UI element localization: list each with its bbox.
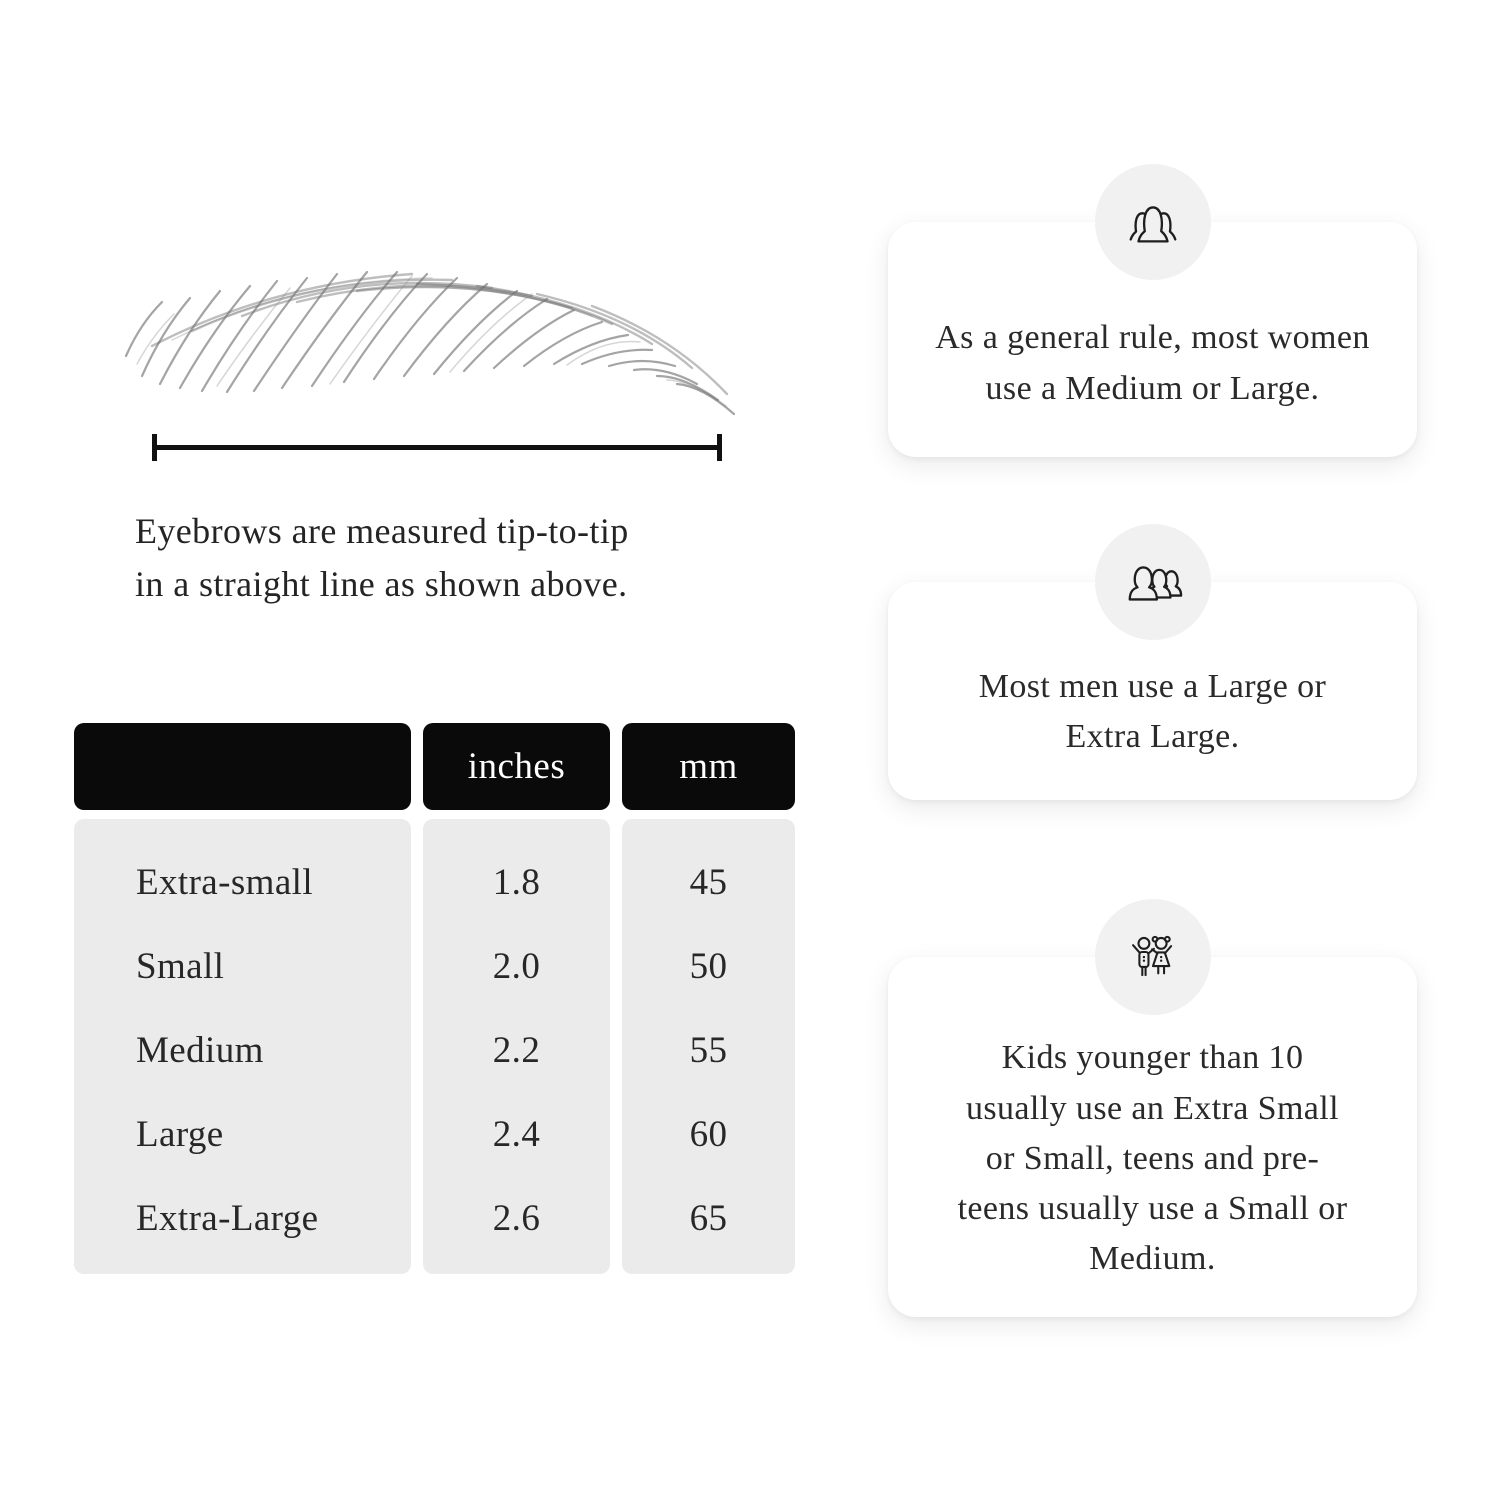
icon-circle — [1095, 524, 1211, 640]
caption-line-1: Eyebrows are measured tip-to-tip — [135, 511, 629, 551]
table-cell-inches: 2.6 — [492, 1197, 541, 1239]
men-group-icon — [1122, 551, 1184, 613]
icon-circle — [1095, 899, 1211, 1015]
advice-card-text: As a general rule, most women use a Medium or Large. — [935, 319, 1370, 407]
advice-card-text: Most men use a Large or Extra Large. — [978, 667, 1327, 755]
measurement-tick-right — [717, 434, 722, 461]
table-cell-mm: 60 — [689, 1113, 728, 1155]
table-row-label: Extra-Large — [136, 1197, 319, 1239]
table-cell-mm: 50 — [689, 945, 728, 987]
table-cell-inches: 2.0 — [492, 945, 541, 987]
table-cell-mm: 55 — [689, 1029, 728, 1071]
caption-line-2: in a straight line as shown above. — [135, 563, 628, 604]
advice-card-men — [888, 582, 1417, 800]
advice-card-text: Kids younger than 10 usually use an Extra Small or Small, teens and pre-teens usually use a Small or Medium. — [957, 1039, 1348, 1278]
advice-card-kids — [888, 957, 1417, 1317]
advice-card-women — [888, 222, 1417, 457]
table-header-size — [74, 723, 411, 810]
measurement-caption — [135, 505, 775, 611]
table-column-inches — [423, 819, 610, 1274]
table-cell-mm: 45 — [689, 861, 728, 903]
icon-circle — [1095, 164, 1211, 280]
table-header-inches: inches — [423, 723, 610, 810]
table-row-label: Extra-small — [136, 861, 314, 903]
eyebrow-illustration — [112, 236, 762, 431]
table-column-mm — [622, 819, 795, 1274]
size-table — [74, 723, 795, 1274]
women-group-icon — [1122, 191, 1184, 253]
table-header-mm: mm — [622, 723, 795, 810]
kids-icon — [1124, 928, 1182, 986]
table-cell-inches: 2.2 — [492, 1029, 541, 1071]
table-cell-inches: 1.8 — [492, 861, 541, 903]
measurement-line — [152, 445, 722, 450]
table-column-size-labels — [74, 819, 411, 1274]
measurement-tick-left — [152, 434, 157, 461]
table-row-label: Large — [136, 1113, 224, 1155]
table-cell-mm: 65 — [689, 1197, 728, 1239]
table-row-label: Small — [136, 945, 225, 987]
table-cell-inches: 2.4 — [492, 1113, 541, 1155]
table-row-label: Medium — [136, 1029, 264, 1071]
